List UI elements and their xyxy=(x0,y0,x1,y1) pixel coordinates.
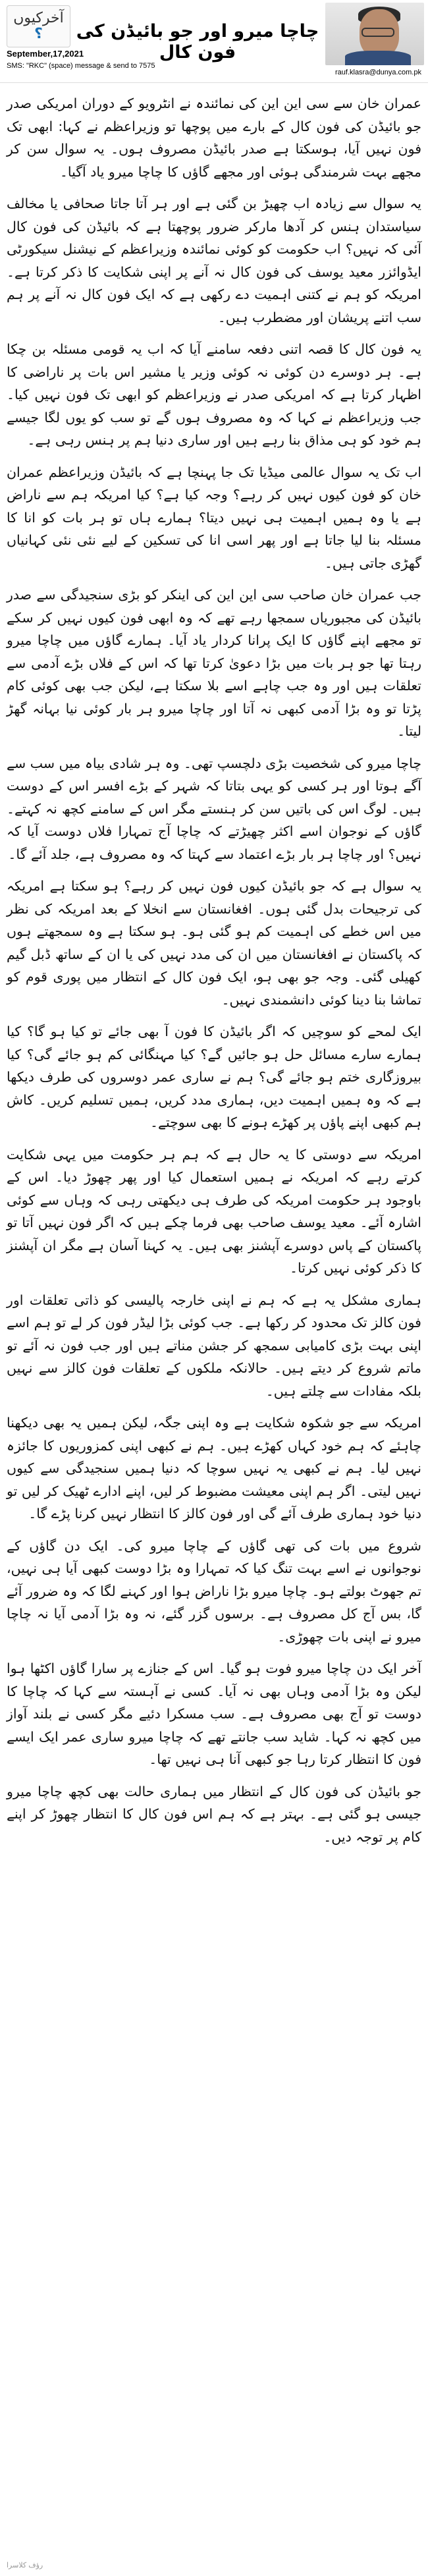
article-paragraph: جو بائیڈن کی فون کال کے انتظار میں ہماری حالت بھی کچھ چاچا میرو جیسی ہو گئی ہے۔ بہتر ہے کہ ہم اس فون کال کا انتظار چھوڑ کر اپنے کام پر توجہ دیں۔ xyxy=(7,1783,421,1845)
article-body xyxy=(7,92,421,1857)
article-paragraph: ایک لمحے کو سوچیں کہ اگر بائیڈن کا فون آ بھی جائے تو کیا ہو گا؟ کیا ہمارے سارے مسائل حل ہو جائیں گے؟ کیا مہنگائی کم ہو جائے گی؟ کیا بیروزگاری ختم ہو جائے گی؟ ہم نے ساری عمر دوسروں کی طرف دیکھا ہے کہ وہ ہمیں اہمیت دیں، ہماری مدد کریں، ہمیں تسلیم کریں۔ کاش ہم کبھی اپنے پاؤں پر کھڑے ہونے کا بھی سوچتے۔ xyxy=(7,1024,421,1130)
sms-instructions: SMS: "RKC" (space) message & send to 7575 xyxy=(7,62,155,70)
author-byline: رؤف کلاسرا xyxy=(7,2562,43,2569)
article-paragraph: آخر ایک دن چاچا میرو فوت ہو گیا۔ اس کے جنازے پر سارا گاؤں اکٹھا ہوا لیکن وہ بڑا آدمی وہاں بھی نہ آیا۔ کسی نے آہستہ سے کہا کہ چاچا کا دوست تو آج بھی مصروف ہے۔ سب مسکرا دئیے مگر کسی نے بلند آواز میں کچھ نہ کہا۔ شاید سب جانتے تھے کہ چاچا میرو ساری عمر ایک ایسے فون کا انتظار کرتا رہا جو کبھی آنا ہی نہیں تھا۔ xyxy=(7,1660,421,1767)
question-mark-icon: ؟ xyxy=(34,25,43,42)
author-photo xyxy=(325,3,424,65)
column-logo-title: آخرکیوں xyxy=(13,9,64,26)
author-photo-glasses xyxy=(361,28,394,37)
article-paragraph: یہ سوال ہے کہ جو بائیڈن کیوں فون نہیں کر رہے؟ ہو سکتا ہے امریکہ کی ترجیحات بدل گئی ہوں۔ افغانستان سے انخلا کے بعد امریکہ کی نظر میں اس خطے کی اہمیت کم ہو گئی ہو۔ ہو سکتا ہے وہ سمجھتے ہوں کہ پاکستان نے افغانستان میں ان کی مدد نہیں کی یا ان کے ساتھ ڈبل گیم کھیلی گئی۔ وجہ جو بھی ہو، ایک فون کال کے انتظار میں پوری قوم کو تماشا بنا دینا کوئی دانشمندی نہیں۔ xyxy=(7,878,421,1008)
publish-date: September,17,2021 xyxy=(7,49,84,59)
article-paragraph: یہ سوال سے زیادہ اب چھیڑ بن گئی ہے اور ہر آتا جاتا صحافی یا مخالف سیاستدان ہنس کر آدھا مارکر ضرور پوچھتا ہے کہ بائیڈن کی فون کال آئی کہ نہیں؟ اب حکومت کو کوئی نمائندہ وزیراعظم کے نیشنل سیکورٹی ایڈوائزر معید یوسف کی فون کال نہ آنے پر اپنی شکایت کا ذکر کرتا ہے۔ امریکہ کو ہم نے کتنی اہمیت دے رکھی ہے کہ ایک فون کال نہ آنے پر ہم سب اتنے پریشان اور مضطرب ہیں۔ xyxy=(7,196,421,325)
article-paragraph: امریکہ سے جو شکوہ شکایت ہے وہ اپنی جگہ، لیکن ہمیں یہ بھی دیکھنا چاہئے کہ ہم خود کہاں کھڑے ہیں۔ ہم نے کبھی اپنی کمزوریوں کا جائزہ نہیں لیا۔ ہم نے کبھی یہ نہیں سوچا کہ دنیا ہمیں سنجیدگی سے کیوں نہیں لیتی۔ اگر ہم اپنی معیشت مضبوط کر لیں، اپنے ادارے ٹھیک کر لیں تو دنیا خود ہماری طرف آئے گی اور فون کالز کا انتظار نہیں کرنا پڑے گا۔ xyxy=(7,1415,421,1521)
author-email: rauf.klasra@dunya.com.pk xyxy=(334,69,421,76)
page-title: چاچا میرو اور جو بائیڈن کی فون کال xyxy=(76,21,319,63)
article-paragraph: عمران خان سے سی این این کی نمائندہ نے انٹرویو کے دوران امریکی صدر جو بائیڈن کی فون کال کے بارے میں پوچھا تو وزیراعظم نے کہا: ابھی تک فون نہیں آیا، ہوسکتا ہے صدر بائیڈن مصروف ہوں۔ یہ سوال سن کر مجھے بہت شرمندگی ہوئی اور مجھے گاؤں کا چاچا میرو یاد آگیا۔ xyxy=(7,96,421,180)
column-logo xyxy=(7,5,70,47)
article-paragraph: اب تک یہ سوال عالمی میڈیا تک جا پہنچا ہے کہ بائیڈن وزیراعظم عمران خان کو فون کیوں نہیں کر رہے؟ وجہ کیا ہے؟ کیا امریکہ ہم سے ناراض ہے یا وہ ہمیں اہمیت ہی نہیں دیتا؟ ہمارے ہاں تو ہر بات کو انا کا مسئلہ بنا لیا جاتا ہے اور پھر اسی انا کی تسکین کے لیے نئی نئی کہانیاں گھڑی جاتی ہیں۔ xyxy=(7,464,421,571)
article-paragraph: یہ فون کال کا قصہ اتنی دفعہ سامنے آیا کہ اب یہ قومی مسئلہ بن چکا ہے۔ ہر دوسرے دن کوئی نہ کوئی وزیر یا مشیر اس بات پر ناراضی کا اظہار کرتا ہے کہ امریکی صدر نے وزیراعظم کو ابھی تک فون نہیں کیا۔ جب وزیراعظم نے کہا کہ وہ مصروف ہوں گے تو سب کو یوں لگا جیسے ہم خود کو ہی مذاق بنا رہے ہیں اور ساری دنیا ہم پر ہنس رہی ہے۔ xyxy=(7,341,421,448)
header xyxy=(0,0,428,83)
article-paragraph: امریکہ سے دوستی کا یہ حال ہے کہ ہم ہر حکومت میں یہی شکایت کرتے رہے کہ امریکہ نے ہمیں استعمال کیا اور پھر چھوڑ دیا۔ اس کے باوجود ہر حکومت امریکہ کی طرف ہی دیکھتی رہی کہ وہاں سے کوئی اشارہ آئے۔ معید یوسف صاحب بھی فرما چکے ہیں کہ اگر فون نہیں آتا تو پاکستان کے پاس دوسرے آپشنز بھی ہیں۔ یہ کہنا آسان ہے مگر ان آپشنز کا ذکر کوئی نہیں کرتا۔ xyxy=(7,1146,421,1276)
author-photo-shirt xyxy=(345,51,411,65)
article-paragraph: شروع میں بات کی تھی گاؤں کے چاچا میرو کی۔ ایک دن گاؤں کے نوجوانوں نے اسے بہت تنگ کیا کہ تمہارا وہ بڑا دوست کبھی آیا ہی نہیں، تم جھوٹ بولتے ہو۔ چاچا میرو بڑا ناراض ہوا اور کہنے لگا کہ وہ ضرور آئے گا، بس آج کل مصروف ہے۔ برسوں گزر گئے، نہ وہ بڑا آدمی آیا نہ چاچا میرو نے اپنی بات چھوڑی۔ xyxy=(7,1537,421,1645)
article-paragraph: جب عمران خان صاحب سی این این کی اینکر کو بڑی سنجیدگی سے صدر بائیڈن کی مجبوریاں سمجھا رہے تھے کہ وہ ابھی فون کیوں نہیں کر سکے تو مجھے اپنے گاؤں کا ایک پرانا کردار یاد آیا۔ ہمارے گاؤں میں چاچا میرو رہتا تھا جو ہر بات میں بڑا دعویٰ کرتا تھا کہ اس کے فلاں بڑے آدمی سے تعلقات ہیں اور وہ جب چاہے اسے بلا سکتا ہے، لیکن جب بھی کوئی کام پڑتا تو وہ بڑا آدمی کبھی نہ آتا اور چاچا میرو ہر بار کوئی نیا بہانہ گھڑ لیتا۔ xyxy=(7,587,421,739)
article-paragraph: چاچا میرو کی شخصیت بڑی دلچسپ تھی۔ وہ ہر شادی بیاہ میں سب سے آگے ہوتا اور ہر کسی کو یہی بتاتا کہ شہر کے بڑے افسر اس کے دوست ہیں۔ لوگ اس کی باتیں سن کر ہنستے مگر اس کے سامنے کچھ نہ کہتے۔ گاؤں کے نوجوان اسے اکثر چھیڑتے کہ چاچا آج تمہارا فلاں دوست آیا کہ نہیں؟ اور چاچا ہر بار بڑے اعتماد سے کہتا کہ وہ مصروف ہے، جلد آئے گا۔ xyxy=(7,755,421,862)
article-paragraph: ہماری مشکل یہ ہے کہ ہم نے اپنی خارجہ پالیسی کو ذاتی تعلقات اور فون کالز تک محدود کر رکھا ہے۔ جب کوئی بڑا لیڈر فون کر لے تو ہم اسے اپنی بہت بڑی کامیابی سمجھ کر جشن مناتے ہیں اور جب فون نہ آئے تو ماتم شروع کر دیتے ہیں۔ حالانکہ ملکوں کے تعلقات فون کالز سے نہیں بلکہ مفادات سے چلتے ہیں۔ xyxy=(7,1292,421,1399)
